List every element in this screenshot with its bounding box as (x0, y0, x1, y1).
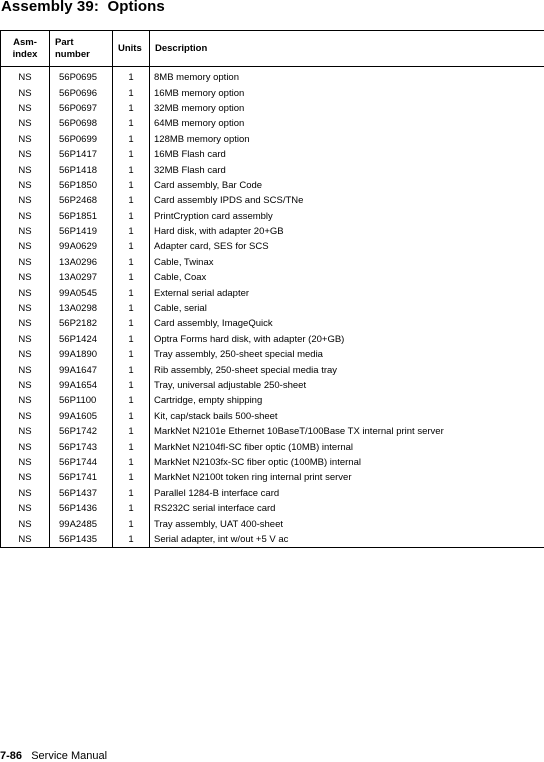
asm-index-cell: NS (1, 439, 50, 454)
units-cell: 1 (113, 224, 150, 239)
asm-index-cell: NS (1, 332, 50, 347)
units-cell: 1 (113, 85, 150, 100)
table-row (1, 362, 544, 377)
part-number-cell: 13A0296 (50, 255, 113, 270)
table-row (1, 501, 544, 516)
table-row (1, 455, 544, 470)
units-cell: 1 (113, 439, 150, 454)
page-number: 7-86 (0, 750, 22, 762)
units-cell: 1 (113, 270, 150, 285)
table-row (1, 516, 544, 531)
description-cell: Parallel 1284-B interface card (150, 486, 544, 501)
description-cell: Tray, universal adjustable 250-sheet (150, 378, 544, 393)
table-row (1, 85, 544, 100)
table-row (1, 193, 544, 208)
table-row (1, 316, 544, 331)
part-number-cell: 99A1647 (50, 362, 113, 377)
description-cell: External serial adapter (150, 285, 544, 300)
asm-index-cell: NS (1, 486, 50, 501)
table-row (1, 162, 544, 177)
table-row (1, 393, 544, 408)
table-row (1, 147, 544, 162)
description-cell: Serial adapter, int w/out +5 V ac (150, 532, 544, 548)
asm-index-cell: NS (1, 285, 50, 300)
asm-index-cell: NS (1, 378, 50, 393)
table-row (1, 101, 544, 116)
part-number-cell: 13A0297 (50, 270, 113, 285)
description-cell: 16MB memory option (150, 85, 544, 100)
description-cell: MarkNet N2103fx-SC fiber optic (100MB) internal (150, 455, 544, 470)
description-cell: Cable, Twinax (150, 255, 544, 270)
asm-index-cell: NS (1, 255, 50, 270)
header-asm-line1: Asm- (13, 37, 37, 48)
units-cell: 1 (113, 470, 150, 485)
header-part-line2: number (55, 49, 90, 60)
asm-index-cell: NS (1, 347, 50, 362)
asm-index-cell: NS (1, 301, 50, 316)
units-cell: 1 (113, 316, 150, 331)
description-cell: 64MB memory option (150, 116, 544, 131)
units-cell: 1 (113, 285, 150, 300)
description-cell: MarkNet N2104fl-SC fiber optic (10MB) internal (150, 439, 544, 454)
asm-index-cell: NS (1, 393, 50, 408)
description-cell: Cable, serial (150, 301, 544, 316)
parts-table (0, 30, 544, 548)
page-footer (0, 750, 107, 762)
asm-index-cell: NS (1, 501, 50, 516)
units-cell: 1 (113, 393, 150, 408)
description-cell: Rib assembly, 250-sheet special media tray (150, 362, 544, 377)
table-row (1, 378, 544, 393)
part-number-cell: 56P1418 (50, 162, 113, 177)
units-cell: 1 (113, 255, 150, 270)
part-number-cell: 99A1605 (50, 409, 113, 424)
description-cell: Hard disk, with adapter 20+GB (150, 224, 544, 239)
table-row (1, 116, 544, 131)
units-cell: 1 (113, 378, 150, 393)
units-cell: 1 (113, 332, 150, 347)
table-row (1, 67, 544, 86)
units-cell: 1 (113, 455, 150, 470)
asm-index-cell: NS (1, 67, 50, 86)
part-number-cell: 56P0695 (50, 67, 113, 86)
units-cell: 1 (113, 239, 150, 254)
units-cell: 1 (113, 193, 150, 208)
part-number-cell: 56P0699 (50, 132, 113, 147)
asm-index-cell: NS (1, 178, 50, 193)
part-number-cell: 56P1742 (50, 424, 113, 439)
table-header-row (1, 31, 544, 67)
table-row (1, 132, 544, 147)
part-number-cell: 56P1744 (50, 455, 113, 470)
table-row (1, 532, 544, 548)
description-cell: Kit, cap/stack bails 500-sheet (150, 409, 544, 424)
table-row (1, 239, 544, 254)
asm-index-cell: NS (1, 193, 50, 208)
description-cell: Card assembly, ImageQuick (150, 316, 544, 331)
part-number-cell: 56P1417 (50, 147, 113, 162)
asm-index-cell: NS (1, 455, 50, 470)
table-row (1, 470, 544, 485)
table-row (1, 285, 544, 300)
part-number-cell: 56P0697 (50, 101, 113, 116)
part-number-cell: 99A1890 (50, 347, 113, 362)
asm-index-cell: NS (1, 116, 50, 131)
units-cell: 1 (113, 424, 150, 439)
units-cell: 1 (113, 162, 150, 177)
asm-index-cell: NS (1, 470, 50, 485)
table-row (1, 255, 544, 270)
units-cell: 1 (113, 409, 150, 424)
description-cell: Tray assembly, 250-sheet special media (150, 347, 544, 362)
part-number-cell: 56P2468 (50, 193, 113, 208)
table-row (1, 424, 544, 439)
table-row (1, 270, 544, 285)
table-row (1, 409, 544, 424)
part-number-cell: 56P0696 (50, 85, 113, 100)
description-cell: Cartridge, empty shipping (150, 393, 544, 408)
asm-index-cell: NS (1, 132, 50, 147)
part-number-cell: 56P1437 (50, 486, 113, 501)
units-cell: 1 (113, 132, 150, 147)
units-cell: 1 (113, 516, 150, 531)
part-number-cell: 56P1435 (50, 532, 113, 548)
part-number-cell: 99A0629 (50, 239, 113, 254)
units-cell: 1 (113, 67, 150, 86)
units-cell: 1 (113, 116, 150, 131)
header-part-number (50, 31, 113, 67)
asm-index-cell: NS (1, 209, 50, 224)
asm-index-cell: NS (1, 409, 50, 424)
table-row (1, 224, 544, 239)
asm-index-cell: NS (1, 147, 50, 162)
asm-index-cell: NS (1, 362, 50, 377)
units-cell: 1 (113, 532, 150, 548)
description-cell: PrintCryption card assembly (150, 209, 544, 224)
part-number-cell: 56P1419 (50, 224, 113, 239)
header-part-line1: Part (55, 37, 73, 48)
units-cell: 1 (113, 147, 150, 162)
part-number-cell: 99A0545 (50, 285, 113, 300)
asm-index-cell: NS (1, 270, 50, 285)
part-number-cell: 56P1743 (50, 439, 113, 454)
page-title: Assembly 39: Options (1, 0, 165, 15)
part-number-cell: 56P2182 (50, 316, 113, 331)
asm-index-cell: NS (1, 101, 50, 116)
description-cell: Cable, Coax (150, 270, 544, 285)
header-asm-index (1, 31, 50, 67)
description-cell: Card assembly IPDS and SCS/TNe (150, 193, 544, 208)
part-number-cell: 56P0698 (50, 116, 113, 131)
units-cell: 1 (113, 486, 150, 501)
table-row (1, 486, 544, 501)
table-body (1, 67, 544, 548)
header-units: Units (113, 31, 150, 67)
asm-index-cell: NS (1, 162, 50, 177)
asm-index-cell: NS (1, 224, 50, 239)
part-number-cell: 99A1654 (50, 378, 113, 393)
units-cell: 1 (113, 501, 150, 516)
description-cell: 128MB memory option (150, 132, 544, 147)
units-cell: 1 (113, 209, 150, 224)
asm-index-cell: NS (1, 85, 50, 100)
part-number-cell: 13A0298 (50, 301, 113, 316)
part-number-cell: 56P1100 (50, 393, 113, 408)
asm-index-cell: NS (1, 239, 50, 254)
asm-index-cell: NS (1, 316, 50, 331)
part-number-cell: 56P1851 (50, 209, 113, 224)
table-row (1, 209, 544, 224)
asm-index-cell: NS (1, 532, 50, 548)
description-cell: Tray assembly, UAT 400-sheet (150, 516, 544, 531)
table-row (1, 332, 544, 347)
table-row (1, 178, 544, 193)
units-cell: 1 (113, 362, 150, 377)
description-cell: 32MB Flash card (150, 162, 544, 177)
description-cell: MarkNet N2100t token ring internal print server (150, 470, 544, 485)
units-cell: 1 (113, 347, 150, 362)
units-cell: 1 (113, 101, 150, 116)
description-cell: 32MB memory option (150, 101, 544, 116)
part-number-cell: 56P1850 (50, 178, 113, 193)
asm-index-cell: NS (1, 424, 50, 439)
units-cell: 1 (113, 178, 150, 193)
asm-index-cell: NS (1, 516, 50, 531)
manual-title: Service Manual (31, 750, 107, 762)
part-number-cell: 99A2485 (50, 516, 113, 531)
description-cell: Adapter card, SES for SCS (150, 239, 544, 254)
header-asm-line2: index (13, 49, 38, 60)
table-row (1, 301, 544, 316)
description-cell: Card assembly, Bar Code (150, 178, 544, 193)
description-cell: Optra Forms hard disk, with adapter (20+GB) (150, 332, 544, 347)
description-cell: RS232C serial interface card (150, 501, 544, 516)
part-number-cell: 56P1436 (50, 501, 113, 516)
description-cell: MarkNet N2101e Ethernet 10BaseT/100Base TX internal print server (150, 424, 544, 439)
description-cell: 16MB Flash card (150, 147, 544, 162)
part-number-cell: 56P1741 (50, 470, 113, 485)
units-cell: 1 (113, 301, 150, 316)
table-row (1, 439, 544, 454)
description-cell: 8MB memory option (150, 67, 544, 86)
table-row (1, 347, 544, 362)
part-number-cell: 56P1424 (50, 332, 113, 347)
header-description: Description (150, 31, 544, 67)
